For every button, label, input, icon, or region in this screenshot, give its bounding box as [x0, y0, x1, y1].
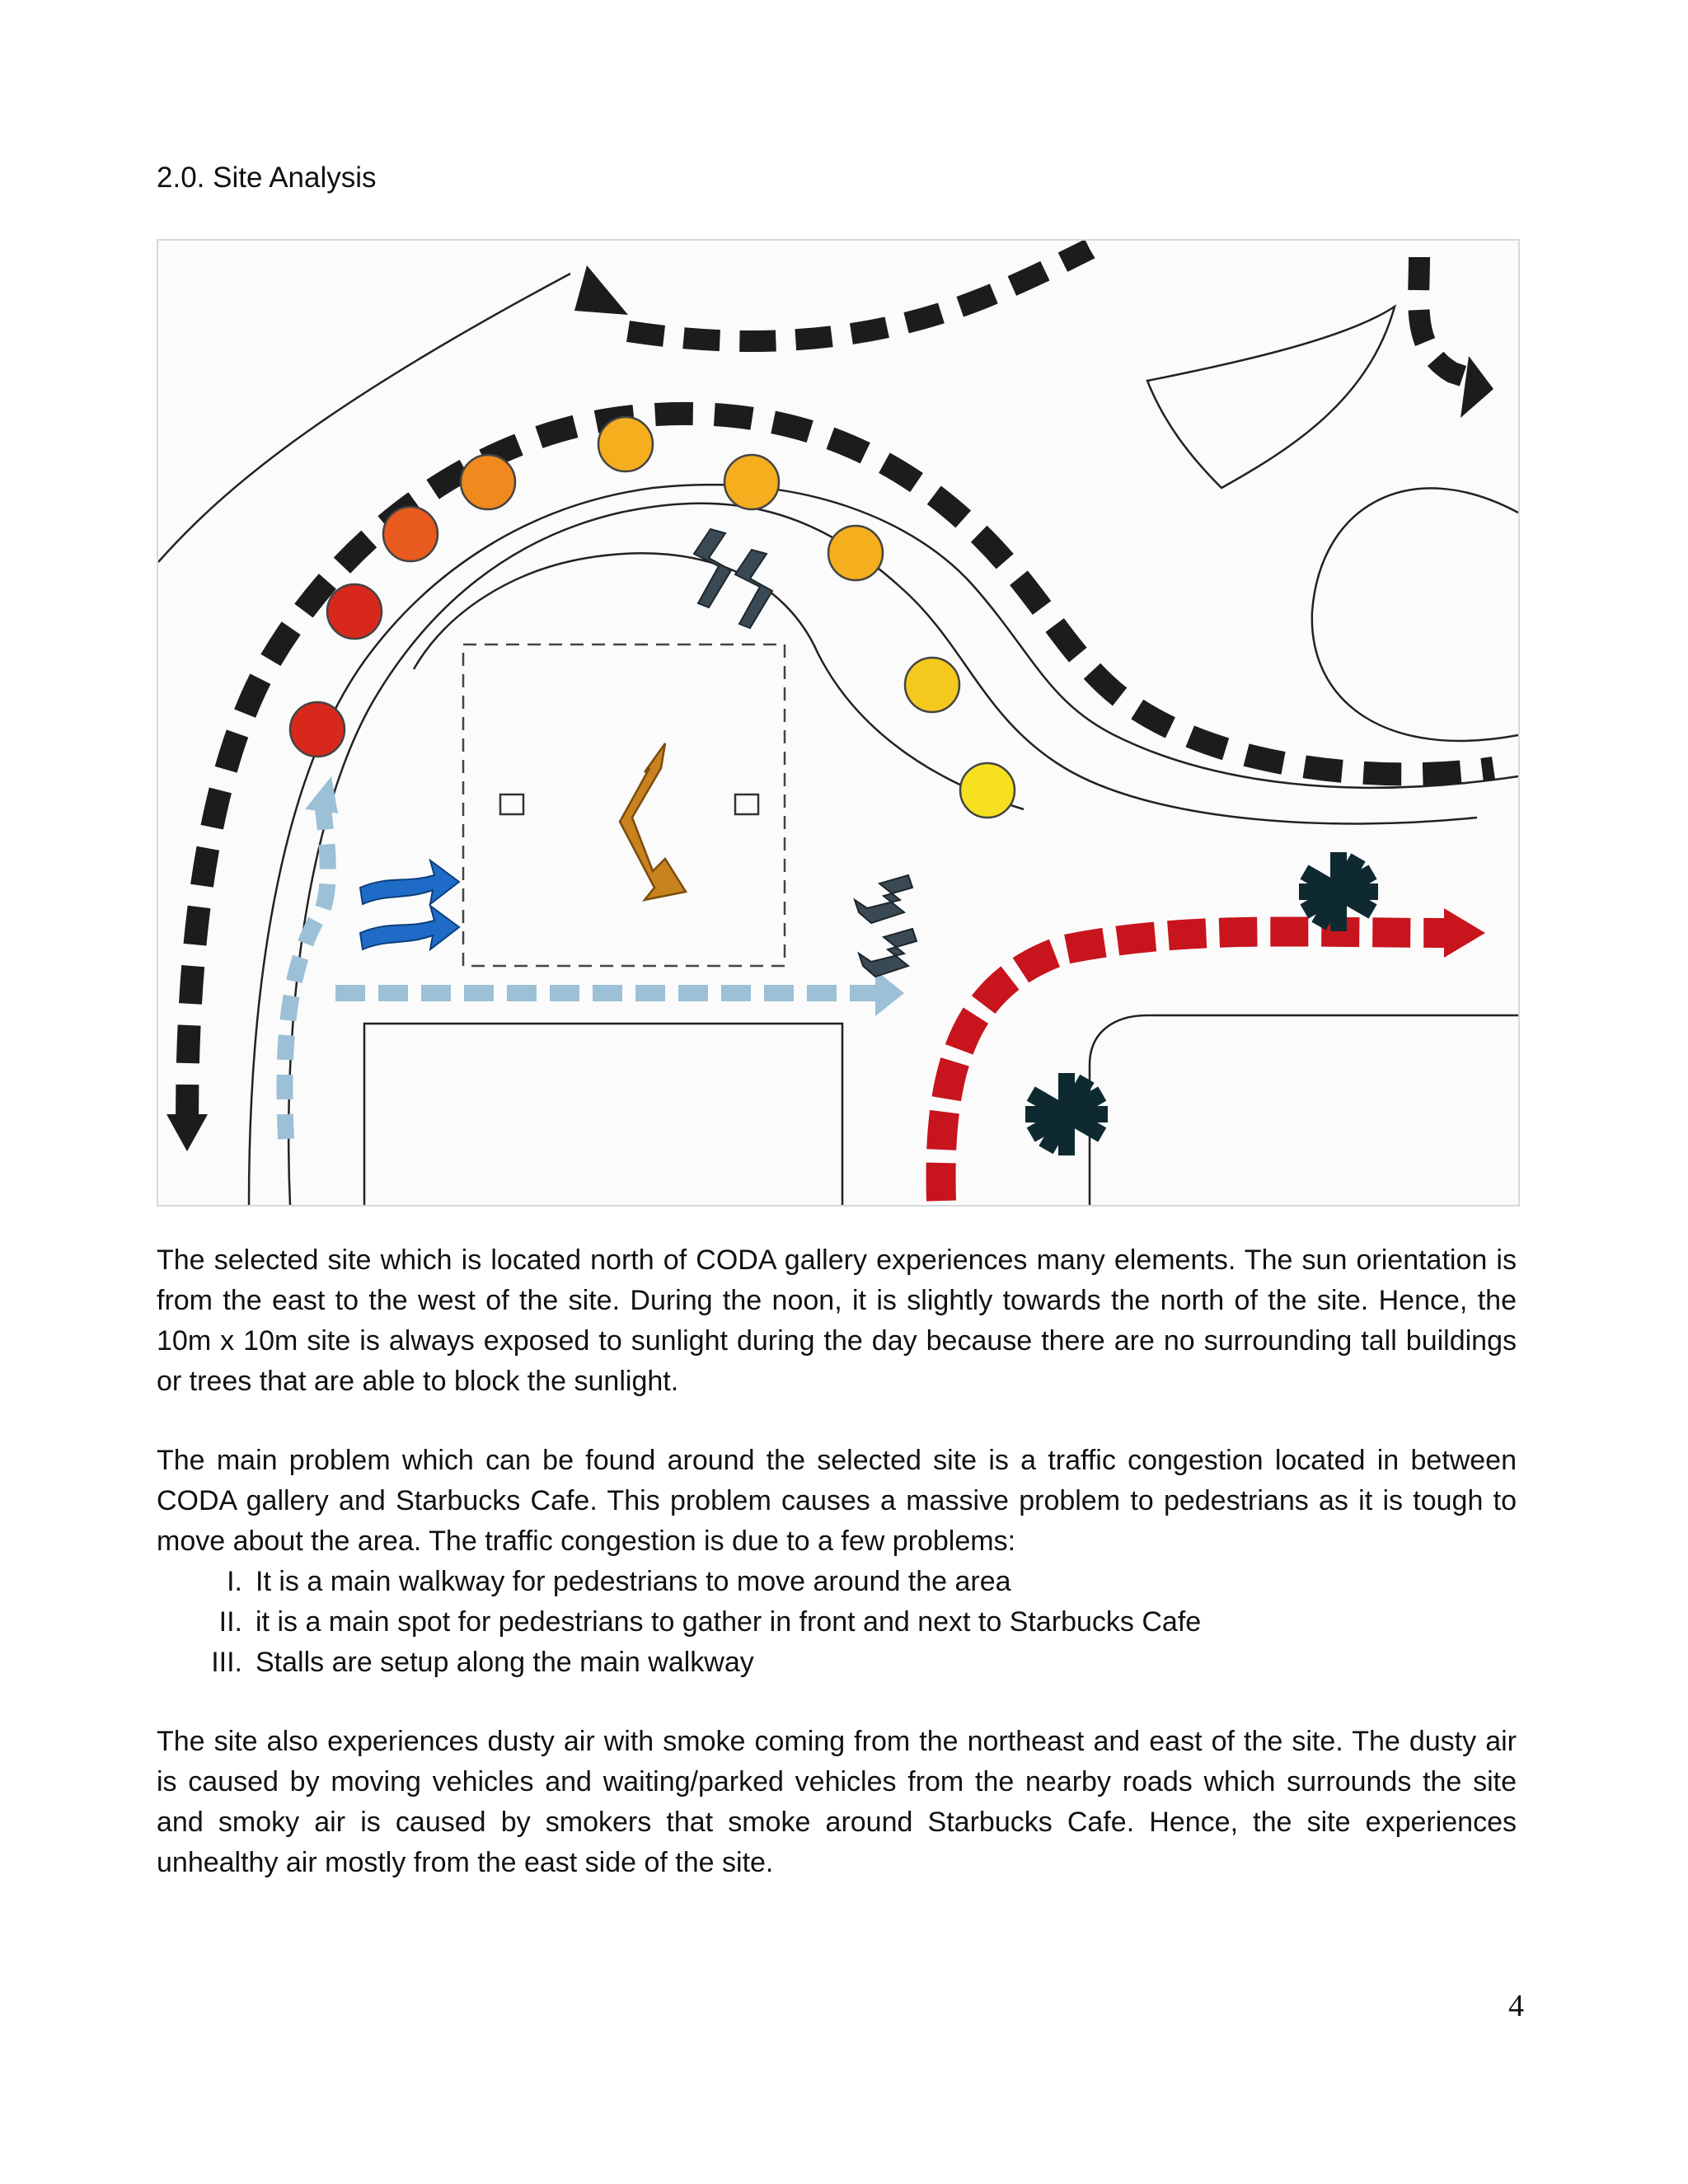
- vehicle-arrowhead-south: [166, 1114, 208, 1151]
- column-marker-east: [735, 794, 758, 814]
- walkway-outer-edge: [249, 485, 1518, 1205]
- paragraph-sun-orientation: The selected site which is located north of CODA gallery experiences many elements. The sun orientation is from the east to the west of the site. During the noon, it is slightly towards the north of the site. Hence, the 10m x 10m site is always exposed to sunlight during the day because there are no surrounding tall buildings or trees that are able to block the sunlight.: [157, 1244, 1517, 1397]
- orientation-arrow: [620, 743, 686, 900]
- dust-arrow-north-b: [735, 550, 772, 628]
- sun-position-dot: [828, 526, 883, 580]
- dust-arrow-east-a: [855, 875, 912, 923]
- smoke-marker-northeast: [1299, 852, 1378, 931]
- congestion-causes-list: [157, 1562, 1517, 1683]
- sun-position-dot: [960, 763, 1015, 818]
- sun-position-dot: [461, 455, 515, 509]
- list-item: I. It is a main walkway for pedestrians to move around the area: [227, 1566, 1011, 1597]
- roundabout: [1312, 488, 1518, 741]
- vehicle-path-north: [628, 249, 1090, 341]
- wind-arrow-upper: [360, 860, 459, 904]
- pedestrian-arrowhead-east: [875, 970, 904, 1016]
- road-edge-outer-west: [158, 274, 570, 562]
- smoke-marker-east: [1025, 1073, 1108, 1155]
- congestion-arrowhead: [1444, 908, 1485, 958]
- sun-position-dot: [383, 507, 438, 561]
- pedestrian-path-dashes: [284, 776, 904, 1139]
- smoke-markers: [1025, 852, 1378, 1155]
- sun-position-dot: [724, 455, 779, 509]
- dust-arrow-east-b: [859, 929, 917, 977]
- sun-position-dot: [598, 417, 653, 471]
- wind-arrows: [360, 860, 459, 949]
- paragraph-air-quality: The site also experiences dusty air with smoke coming from the northeast and east of the site. The dusty air is caused by moving vehicles and waiting/parked vehicles from the nearby roads which surrounds the site and smoky air is caused by smokers that smoke around Starbucks Cafe. Hence, the site experiences unhealthy air mostly from the east side of the site.: [157, 1726, 1517, 1878]
- column-marker-west: [500, 794, 523, 814]
- wind-arrow-lower: [360, 906, 459, 949]
- dust-arrows: [694, 529, 917, 977]
- section-heading: 2.0. Site Analysis: [157, 162, 377, 194]
- site-analysis-drawing: [158, 241, 1518, 1205]
- paragraph-traffic-congestion: The main problem which can be found around the selected site is a traffic congestion located in between CODA gallery and Starbucks Cafe. This problem causes a massive problem to pedestrians as it is tough to move about the area. The traffic congestion is due to a few problems:: [157, 1445, 1517, 1557]
- sun-position-dot: [327, 584, 382, 639]
- dust-arrow-north-a: [694, 529, 731, 607]
- site-boundary: [463, 644, 785, 966]
- traffic-island: [1147, 307, 1395, 488]
- pedestrian-path-west: [284, 809, 327, 1139]
- list-item: II. it is a main spot for pedestrians to gather in front and next to Starbucks Cafe: [218, 1606, 1202, 1638]
- site-outlines: [158, 274, 1518, 1205]
- sun-position-dot: [905, 658, 959, 712]
- page-number: 4: [1508, 1989, 1524, 2023]
- pedestrian-arrowhead-north: [305, 776, 338, 813]
- vehicle-arrowhead-east: [1461, 356, 1493, 418]
- building-outline: [364, 1024, 842, 1205]
- sun-position-dot: [290, 702, 345, 757]
- vehicle-arrowhead-northwest: [574, 265, 628, 315]
- congestion-path-dashes: [941, 908, 1485, 1201]
- body-text: [157, 1240, 1517, 1883]
- road-edge-east: [1090, 1015, 1518, 1205]
- site-analysis-diagram: [157, 239, 1520, 1207]
- list-item: III. Stalls are setup along the main walkway: [211, 1647, 754, 1678]
- congestion-path-main: [941, 931, 1444, 1201]
